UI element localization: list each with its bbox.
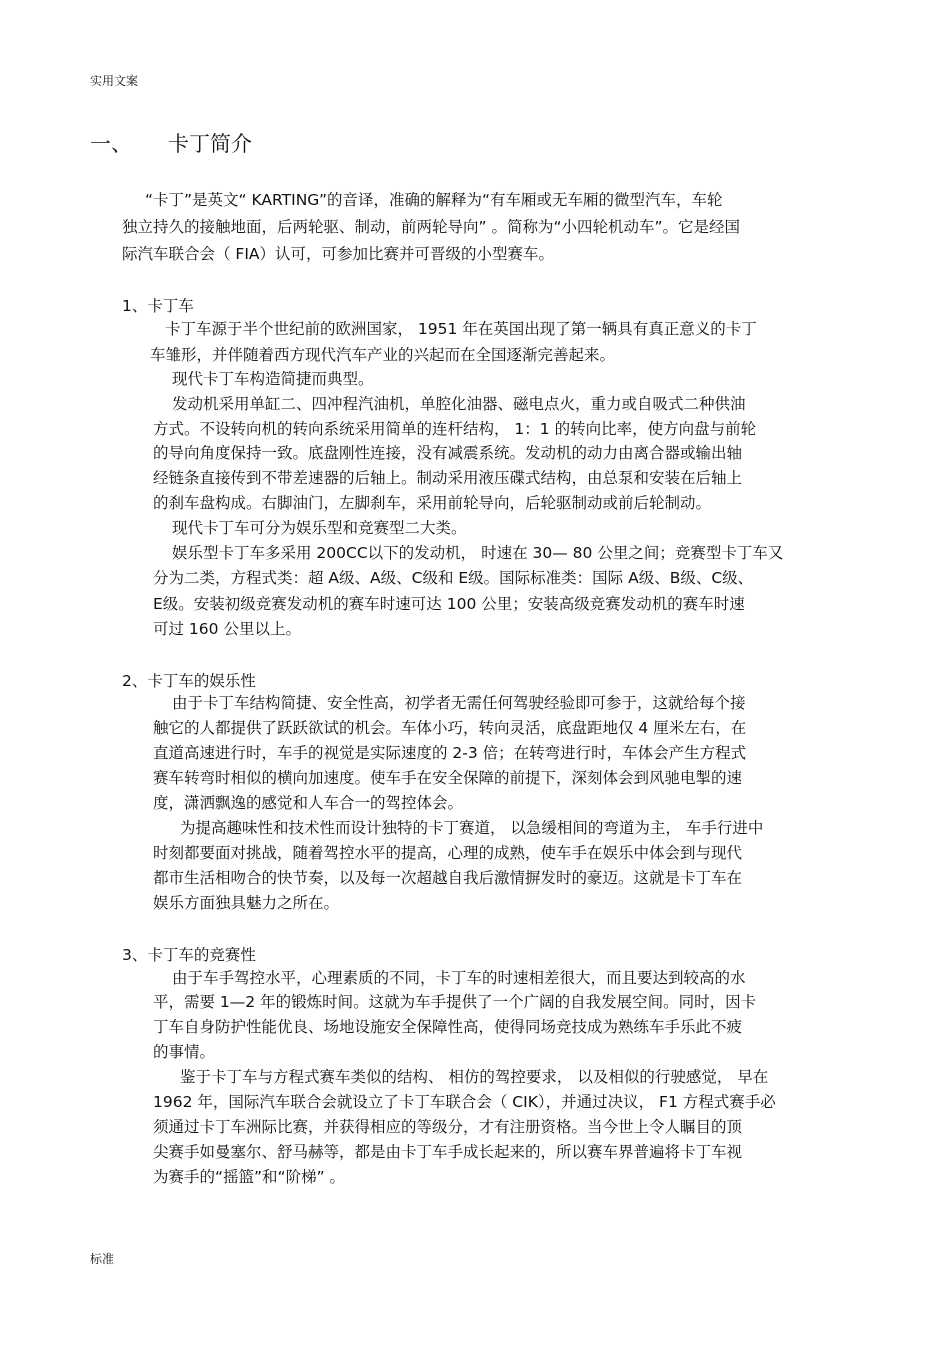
paragraph-line: 分为二类，方程式类：超 A级、A级、C级和 E级。国际标准类：国际 A级、B级、C级、 [153, 569, 754, 587]
paragraph-line: 由于车手驾控水平，心理素质的不同，卡丁车的时速相差很大，而且要达到较高的水 [172, 969, 746, 987]
paragraph-line: 时刻都要面对挑战，随着驾控水平的提高，心理的成熟，使车手在娱乐中体会到与现代 [153, 844, 743, 862]
title-text: 卡丁简介 [168, 132, 252, 156]
paragraph-line: 娱乐方面独具魅力之所在。 [153, 894, 340, 912]
section-heading: 3、卡丁车的竞赛性 [122, 946, 256, 964]
paragraph-line: 赛车转弯时相似的横向加速度。使车手在安全保障的前提下，深刻体会到风驰电掣的速 [153, 769, 743, 787]
paragraph-line: 的导向角度保持一致。底盘刚性连接，没有减震系统。发动机的动力由离合器或输出轴 [153, 444, 743, 462]
section-heading: 2、卡丁车的娱乐性 [122, 672, 256, 690]
section-heading: 1、卡丁车 [122, 297, 194, 315]
paragraph-line: 1962 年，国际汽车联合会就设立了卡丁车联合会（ CIK），并通过决议， F1 方程式赛手必 [153, 1093, 776, 1111]
paragraph-line: 为赛手的“摇篮”和“阶梯” 。 [153, 1168, 346, 1186]
paragraph-line: 都市生活相吻合的快节奏，以及每一次超越自我后激情摒发时的豪迈。这就是卡丁车在 [153, 869, 743, 887]
paragraph-line: 经链条直接传到不带差速器的后轴上。制动采用液压碟式结构，由总泵和安装在后轴上 [153, 469, 743, 487]
title-number: 一、 [90, 132, 132, 156]
footer-note: 标准 [90, 1252, 115, 1266]
paragraph-line: 卡丁车源于半个世纪前的欧洲国家， 1951 年在英国出现了第一辆具有真正意义的卡丁 [165, 320, 757, 338]
paragraph-line: 由于卡丁车结构简捷、安全性高，初学者无需任何驾驶经验即可参于，这就给每个接 [172, 694, 746, 712]
paragraph-line: 鉴于卡丁车与方程式赛车类似的结构、 相仿的驾控要求， 以及相似的行驶感觉， 早在 [180, 1068, 769, 1086]
paragraph-line: 为提高趣味性和技术性而设计独特的卡丁赛道， 以急缓相间的弯道为主， 车手行进中 [180, 819, 764, 837]
paragraph-line: 的刹车盘构成。右脚油门，左脚刹车，采用前轮导向，后轮驱制动或前后轮制动。 [153, 494, 712, 512]
intro-line: “卡丁”是英文“ KARTING”的音译，准确的解释为“有车厢或无车厢的微型汽车，车轮 [145, 191, 723, 209]
paragraph-line: 直道高速进行时，车手的视觉是实际速度的 2-3 倍；在转弯进行时，车体会产生方程式 [153, 744, 747, 762]
intro-line: 独立持久的接触地面，后两轮驱、制动，前两轮导向” 。简称为“小四轮机动车”。它是经国 [122, 218, 741, 236]
header-note: 实用文案 [90, 74, 139, 88]
paragraph-line: 娱乐型卡丁车多采用 200CC以下的发动机， 时速在 30— 80 公里之间；竞赛型卡丁车又 [172, 544, 784, 562]
paragraph-line: 可过 160 公里以上。 [153, 620, 301, 638]
paragraph-line: 尖赛手如曼塞尔、舒马赫等，都是由卡丁车手成长起来的，所以赛车界普遍将卡丁车视 [153, 1143, 743, 1161]
paragraph-line: 的事情。 [153, 1043, 216, 1061]
paragraph-line: 现代卡丁车构造简捷而典型。 [172, 370, 374, 388]
paragraph-line: 触它的人都提供了跃跃欲试的机会。车体小巧，转向灵活，底盘距地仅 4 厘米左右，在 [153, 719, 747, 737]
paragraph-line: 发动机采用单缸二、四冲程汽油机，单腔化油器、磁电点火，重力或自吸式二种供油 [172, 395, 746, 413]
intro-line: 际汽车联合会（ FIA）认可，可参加比赛并可晋级的小型赛车。 [122, 245, 555, 263]
paragraph-line: 度，潇洒飘逸的感觉和人车合一的驾控体会。 [153, 794, 464, 812]
paragraph-line: 丁车自身防护性能优良、场地设施安全保障性高，使得同场竞技成为熟练车手乐此不疲 [153, 1018, 743, 1036]
paragraph-line: 现代卡丁车可分为娱乐型和竞赛型二大类。 [172, 519, 467, 537]
paragraph-line: 须通过卡丁车洲际比赛，并获得相应的等级分，才有注册资格。当今世上令人瞩目的顶 [153, 1118, 743, 1136]
paragraph-line: 车雏形，并伴随着西方现代汽车产业的兴起而在全国逐渐完善起来。 [150, 346, 616, 364]
paragraph-line: E级。安装初级竞赛发动机的赛车时速可达 100 公里；安装高级竞赛发动机的赛车时速 [153, 595, 745, 613]
paragraph-line: 平，需要 1—2 年的锻炼时间。这就为车手提供了一个广阔的自我发展空间。同时，因卡 [153, 993, 757, 1011]
page-title [90, 128, 252, 158]
paragraph-line: 方式。不设转向机的转向系统采用简单的连杆结构， 1：1 的转向比率，使方向盘与前轮 [153, 420, 757, 438]
